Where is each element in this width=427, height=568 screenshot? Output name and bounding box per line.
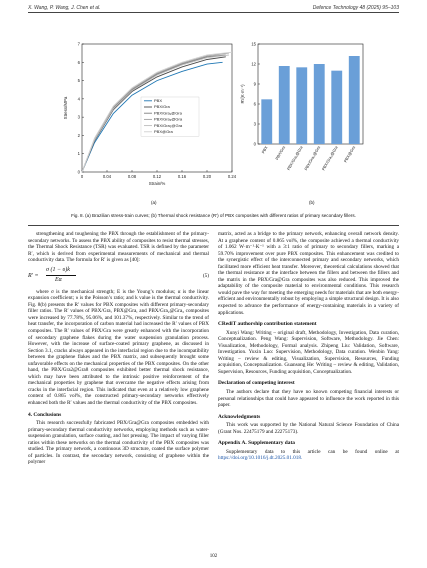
x-axis-label: Strain/% [148, 181, 166, 186]
appendix-heading: Appendix A. Supplementary data [218, 440, 295, 447]
running-header-journal: Defence Technology 48 (2025) 95–103 [312, 5, 399, 11]
bar [261, 99, 272, 144]
x-tick-label: 0.24 [227, 174, 237, 179]
left-paragraph-2: where σ is the mechanical strength; E is the Young’s modulus; α is the linear expansion coefficient; υ is the Poisson’s ratio; and k value is the thermal conductivity. Fig. 8(b) presents the R′ values for PBX composites with different primary-secondary filler ratios. The R′ values of PBX/Gra, PBX@Gra, and PBX/Gra₂@Gra₃ composites were increased by 77.78%, 95.06%, and 101.37%, respectively. Similar to the trend of heat transfer, the incorporation of carbon material had increased the R′ values of PBX composites. The R′ values of PBX/Gra were greatly enhanced with the incorporation of secondary graphene flakes during the water suspension granulation process. However, with the increase of surface-coated primary graphene, as discussed in Section 3.1, cracks always appeared in the interfacial region due to the incompatibility between the graphene flakes and the PBX matrix, and subsequently brought some unfavorable effects on the mechanical properties of the PBX composites. On the other hand, the PBX/Gra2@Gra8 composites exhibited better thermal shock resistance, which may have been attributed to the intrinsic positive reinforcement of the mechanical properties by graphene that overcame the negative effects arising from cracks in the interfacial region. This indicated that even at a relatively low graphene content of 0.865 vol%, the constructed primary-secondary networks effectively enhanced both the R′ values and the thermal conductivity of the PBX composites. [28, 288, 209, 407]
page-number: 102 [209, 554, 218, 559]
x-tick-label: 0.04 [102, 174, 112, 179]
equation-5 [28, 267, 209, 289]
x-tick-label: PBX/Gra [274, 145, 287, 161]
y-tick-label: 12 [251, 61, 256, 67]
right-column [218, 231, 399, 462]
equation-numerator: σ (1 − υ)k [46, 266, 70, 273]
bar [279, 66, 290, 144]
acknowledgments-heading: Acknowledgments [218, 413, 261, 420]
x-tick-label: 0.16 [177, 174, 187, 179]
figure-caption: Fig. 8. (a) Brazilian stress-train curves; (b) Thermal shock resistance (R′) of PBX composites with different ratios of primary secondary fillers. [71, 213, 356, 218]
x-tick-label: PBX/Gra₁@Gra [285, 145, 304, 171]
declaration-paragraph: The authors declare that they have no known competing financial interests or personal relationships that could have appeared to influence the work reported in this paper. [218, 389, 399, 409]
legend-entry: PBX/Gra₁@Gra [154, 110, 182, 116]
equation-lhs: R′ = [28, 272, 39, 279]
caption-rule [28, 225, 399, 226]
legend-entry: PBX/Gra [154, 104, 170, 110]
plot-frame [258, 44, 363, 144]
appendix-paragraph [218, 449, 399, 462]
bar [349, 56, 360, 144]
header-rule [28, 12, 399, 13]
bar [296, 67, 307, 144]
x-tick-label: PBX@Gra [342, 145, 357, 164]
y-tick-label: 4 [77, 96, 80, 102]
y-tick-label: 9 [253, 81, 256, 87]
left-paragraph-3: This research successfully fabricated PBX/Gra@Gra composites embedded with primary-secondary thermal conductivity networks, employing methods such as water-suspension granulation, surface coating, and hot pressing. The impact of varying filler ratios within these networks on the thermal conductivity of the PBX composites was studied. The primary network, a continuous 3D structure, coated the surface polymer of particles. In contrast, the secondary network, consisting of graphene within the polymer [28, 420, 209, 466]
legend-entry: PBX@Gra [154, 129, 173, 134]
bar [314, 64, 325, 144]
figure-b-label: (b) [309, 200, 315, 205]
x-tick-label: 0 [80, 174, 84, 179]
y-tick-label: 0 [77, 169, 80, 175]
equation-number: (5) [202, 272, 209, 279]
y-tick-label: 6 [253, 101, 256, 107]
supplementary-doi-link[interactable]: https://doi.org/10.1016/j.dt.2025.01.018. [218, 455, 303, 462]
x-tick-label: 0.12 [152, 174, 162, 179]
figure-a-label: (a) [151, 200, 157, 205]
y-tick-label: 0 [253, 141, 256, 147]
y-tick-label: 15 [251, 41, 256, 47]
left-column [28, 231, 209, 466]
y-tick-label: 3 [77, 114, 80, 120]
equation-fraction-bar [46, 275, 76, 276]
appendix-text: Supplementary data to this article can be found online at [226, 448, 399, 455]
credit-paragraph: Xunyi Wang: Writing – original draft, Methodology, Investigation, Data curation, Conceptualization. Peng Wang: Supervision, Software, Methodology. Jie Chen: Visualization, Methodology, Formal analysis. Zhipeng Liu: Validation, Software, Investigation. Yuxin Luo: Supervision, Methodology, Data curation. Wenbin Yang: Writing – review & editing, Visualization, Supervision, Resources, Funding acquisition, Conceptualization. Guansong He: Writing – review & editing, Validation, Supervision, Resources, Funding acquisition, Conceptualization. [218, 329, 399, 375]
x-tick-label: PBX [260, 145, 269, 155]
y-tick-label: 7 [77, 41, 80, 47]
figure-a-chart [60, 36, 245, 198]
bar [331, 71, 342, 144]
x-tick-label: 0.08 [127, 174, 137, 179]
x-tick-label: 0.20 [202, 174, 212, 179]
y-axis-label: Stress/MPa [63, 96, 68, 120]
running-header-authors: X. Wang, P. Wang, J. Chen et al. [28, 5, 101, 11]
figure-b-chart [236, 36, 371, 198]
y-tick-label: 3 [253, 121, 256, 127]
x-tick-label: PBX/Gra₃@Gra [320, 145, 339, 172]
legend-entry: PBX/Gra₃@Gra [154, 122, 183, 128]
x-tick-label: PBX/Gra₂@Gra [303, 145, 322, 172]
legend-entry: PBX [154, 98, 163, 103]
y-tick-label: 5 [77, 78, 80, 84]
left-paragraph-1: strengthening and toughening the PBX through the establishment of the primary-secondary networks. To assess the PBX ability of composites to resist thermal stresses, the Thermal Shock Resistance (TSR) was evaluated. TSR is defined by the parameter R′, which is derived from experimental measurements of mechanical and thermal conductivity data. The formula for R′ is given as [40]: [28, 231, 209, 264]
y-tick-label: 2 [77, 132, 80, 138]
right-paragraph-1: matrix, acted as a bridge to the primary network, enhancing overall network density. At a graphene content of 0.865 vol%, the composite achieved a thermal conductivity of 1.062 W·m⁻¹·K⁻¹ with a 3:1 ratio of primary to secondary fillers, marking a 59.70% improvement over pure PBX composites. This enhancement was credited to the synergistic effect of the interconnected primary and secondary networks, which facilitated more efficient heat transfer. Moreover, theoretical calculations showed that the thermal resistance at the interface between the fillers and between the fillers and the matrix in the PBX/Gra@Gra composites was also reduced. This improved the adaptability of the composite material to environmental conditions. This research would pave the way for meeting the emerging needs for materials that are both energy-efficient and environmentally robust by employing a simple structural design. It is also expected to advance the performance of energy-containing materials in a variety of applications. [218, 231, 399, 316]
equation-denominator: Eα [55, 276, 62, 283]
y-axis-label: R′/(K·m⁻¹) [240, 84, 245, 104]
legend-entry: PBX/Gra₂@Gra [154, 116, 183, 122]
acknowledgments-paragraph: This work was supported by the National Natural Science Foundation of China (Grant Nos. 22475179 and 22275173). [218, 422, 399, 435]
conclusions-heading: 4. Conclusions [28, 411, 62, 418]
credit-heading: CRediT authorship contribution statement [218, 321, 317, 328]
declaration-heading: Declaration of competing interest [218, 380, 295, 387]
y-tick-label: 6 [77, 59, 80, 65]
y-tick-label: 1 [77, 151, 80, 157]
